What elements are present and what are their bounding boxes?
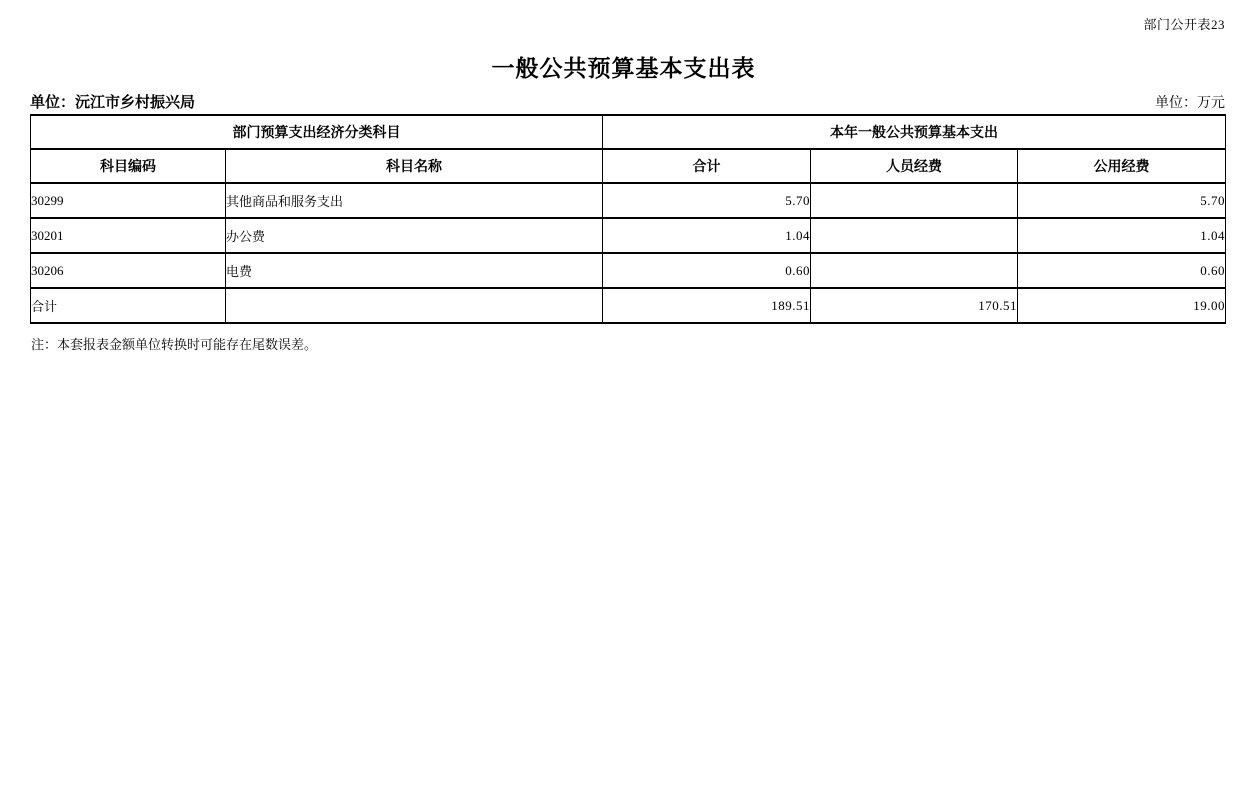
public-value-cell: 1.04	[1018, 218, 1226, 253]
footnote-text: 注：本套报表金额单位转换时可能存在尾数误差。	[31, 337, 318, 352]
table-row	[31, 218, 1226, 253]
doc-number-label: 部门公开表23	[1143, 17, 1225, 32]
total-value-cell: 5.70	[603, 183, 811, 218]
column-header-name: 科目名称	[226, 149, 603, 183]
subject-name-cell: 办公费	[226, 218, 603, 253]
subject-name-cell	[226, 288, 603, 323]
table-total-row	[31, 288, 1226, 323]
personnel-value-cell: 170.51	[811, 288, 1018, 323]
public-value-cell: 5.70	[1018, 183, 1226, 218]
subject-code-cell: 30299	[31, 183, 226, 218]
column-header-total: 合计	[603, 149, 811, 183]
total-value-cell: 189.51	[603, 288, 811, 323]
department-unit-label: 单位：沅江市乡村振兴局	[30, 95, 196, 111]
group-header-classification: 部门预算支出经济分类科目	[31, 115, 603, 149]
personnel-value-cell	[811, 253, 1018, 288]
budget-table	[30, 114, 1226, 324]
table-row	[31, 253, 1226, 288]
total-value-cell: 0.60	[603, 253, 811, 288]
meta-row	[30, 91, 1225, 112]
subject-name-cell: 电费	[226, 253, 603, 288]
subject-name-cell: 其他商品和服务支出	[226, 183, 603, 218]
total-value-cell: 1.04	[603, 218, 811, 253]
group-header-basic-expenditure: 本年一般公共预算基本支出	[603, 115, 1226, 149]
table-row	[31, 183, 1226, 218]
subject-code-cell: 30206	[31, 253, 226, 288]
personnel-value-cell	[811, 218, 1018, 253]
group-header-row	[31, 115, 1226, 149]
column-header-public: 公用经费	[1018, 149, 1226, 183]
column-header-personnel: 人员经费	[811, 149, 1018, 183]
public-value-cell: 19.00	[1018, 288, 1226, 323]
currency-unit-label: 单位：万元	[1155, 96, 1225, 111]
personnel-value-cell	[811, 183, 1018, 218]
column-header-code: 科目编码	[31, 149, 226, 183]
subject-code-cell: 30201	[31, 218, 226, 253]
total-row-label: 合计	[31, 288, 226, 323]
page-title: 一般公共预算基本支出表	[491, 56, 756, 81]
column-header-row	[31, 149, 1226, 183]
public-value-cell: 0.60	[1018, 253, 1226, 288]
